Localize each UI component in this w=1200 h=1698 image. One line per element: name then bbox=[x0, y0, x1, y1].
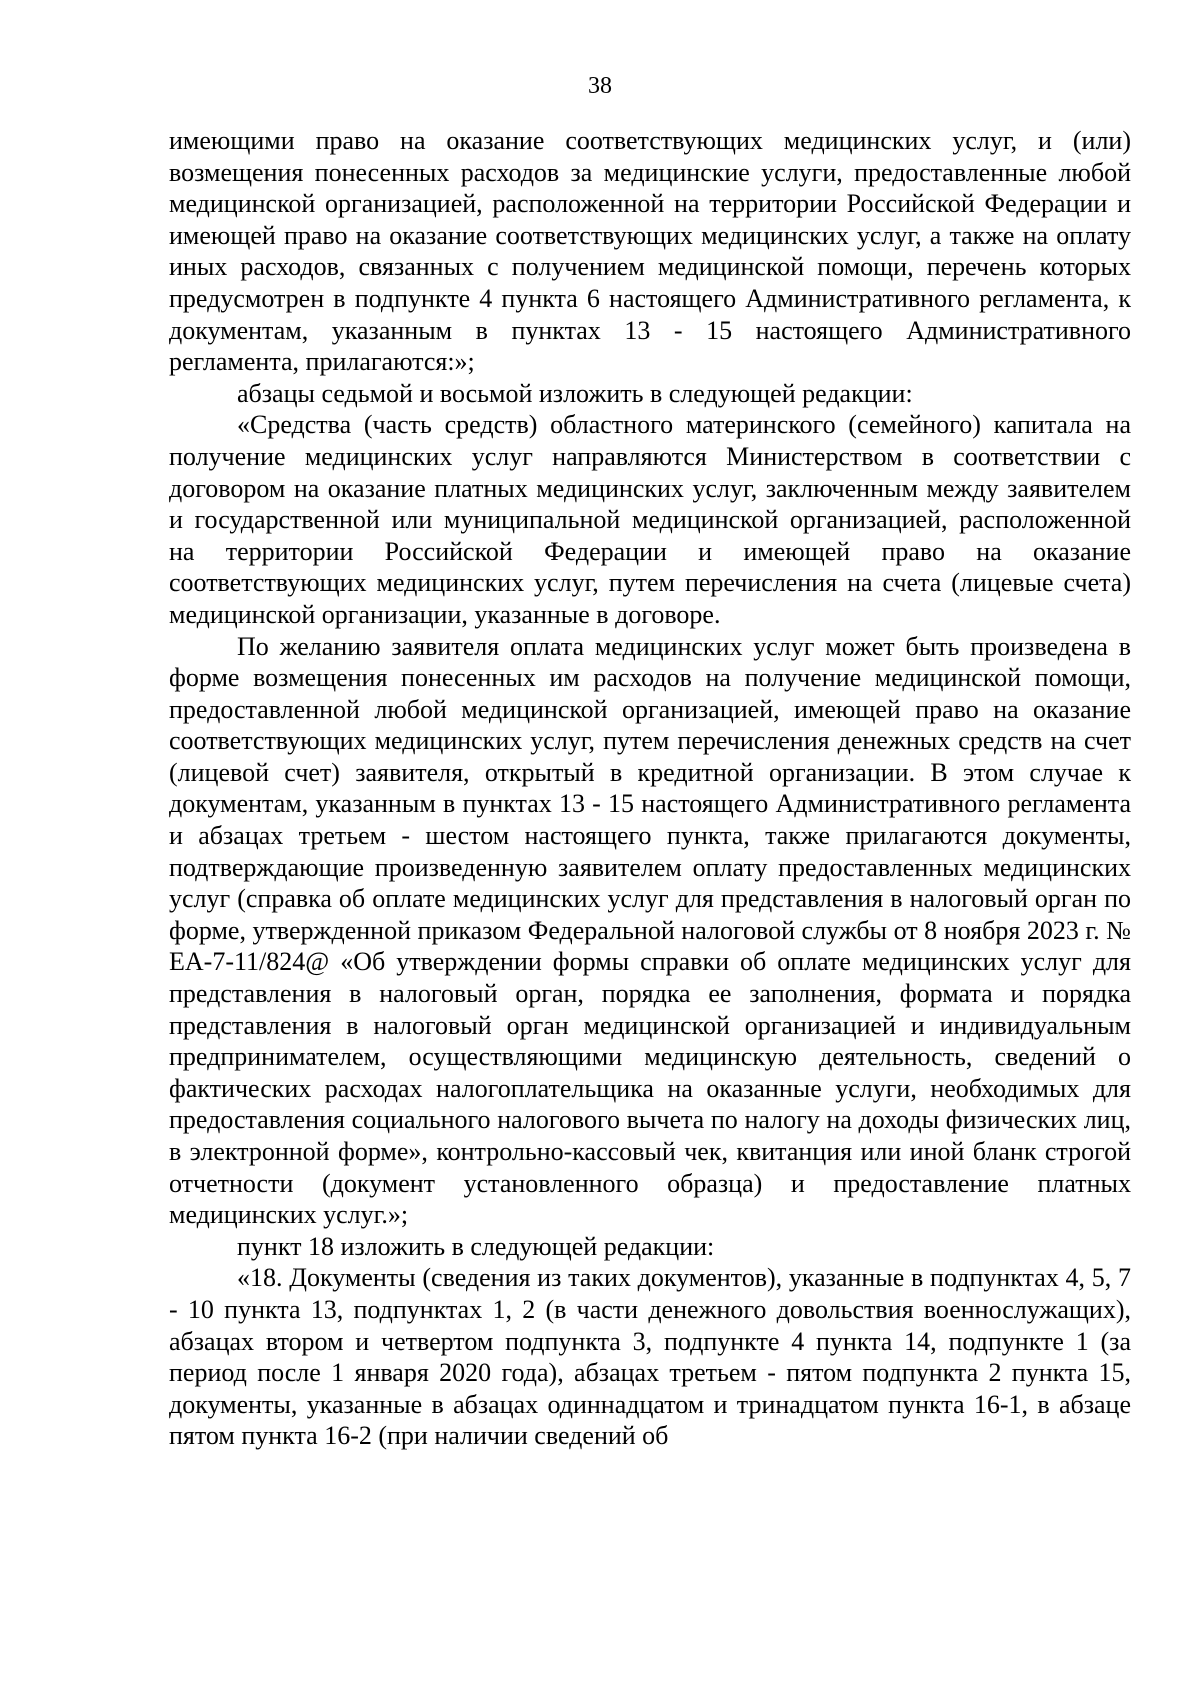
paragraph-capital-funds: «Средства (часть средств) областного материнского (семейного) капитала на получение медицинских услуг направляются Министерством в соответствии с договором на оказание платных медицинских услуг, заключенным между заявителем и государственной или муниципальной медицинской организацией, расположенной на территории Российской Федерации и имеющей право на оказание соответствующих медицинских услуг, путем перечисления на счета (лицевые счета) медицинской организации, указанные в договоре. bbox=[169, 410, 1131, 629]
paragraph-amendment-instruction: абзацы седьмой и восьмой изложить в следующей редакции: bbox=[237, 378, 913, 408]
page-number: 38 bbox=[588, 73, 612, 99]
paragraph-continuation: имеющими право на оказание соответствующих медицинских услуг, и (или) возмещения понесенных расходов за медицинские услуги, предоставленные любой медицинской организацией, расположенной на территории Российской Федерации и имеющей право на оказание соответствующих медицинских услуг, а также на оплату иных расходов, связанных с получением медицинской помощи, перечень которых предусмотрен в подпункте 4 пункта 6 настоящего Административного регламента, к документам, указанным в пунктах 13 - 15 настоящего Административного регламента, прилагаются:»; bbox=[169, 126, 1131, 377]
paragraph-point-18-instruction: пункт 18 изложить в следующей редакции: bbox=[237, 1231, 715, 1261]
document-body bbox=[169, 125, 1131, 1452]
paragraph-point-18: «18. Документы (сведения из таких документов), указанные в подпунктах 4, 5, 7 - 10 пункта 13, подпунктах 1, 2 (в части денежного довольствия военнослужащих), абзацах втором и четвертом подпункта 3, подпункте 4 пункта 14, подпункте 1 (за период после 1 января 2020 года), абзацах третьем - пятом подпункта 2 пункта 15, документы, указанные в абзацах одиннадцатом и тринадцатом пункта 16-1, в абзаце пятом пункта 16-2 (при наличии сведений об bbox=[169, 1263, 1131, 1451]
paragraph-reimbursement: По желанию заявителя оплата медицинских услуг может быть произведена в форме возмещения понесенных им расходов на получение медицинской помощи, предоставленной любой медицинской организацией, имеющей право на оказание соответствующих медицинских услуг, путем перечисления денежных средств на счет (лицевой счет) заявителя, открытый в кредитной организации. В этом случае к документам, указанным в пунктах 13 - 15 настоящего Административного регламента и абзацах третьем - шестом настоящего пункта, также прилагаются документы, подтверждающие произведенную заявителем оплату предоставленных медицинских услуг (справка об оплате медицинских услуг для представления в налоговый орган по форме, утвержденной приказом Федеральной налоговой службы от 8 ноября 2023 г. № ЕА-7-11/824@ «Об утверждении формы справки об оплате медицинских услуг для представления в налоговый орган, порядка ее заполнения, формата и порядка представления в налоговый орган медицинской организацией и индивидуальным предпринимателем, осуществляющими медицинскую деятельность, сведений о фактических расходах налогоплательщика на оказанные услуги, необходимых для предоставления социального налогового вычета по налогу на доходы физических лиц, в электронной форме», контрольно-кассовый чек, квитанция или иной бланк строгой отчетности (документ установленного образца) и предоставление платных медицинских услуг.»; bbox=[169, 631, 1131, 1230]
